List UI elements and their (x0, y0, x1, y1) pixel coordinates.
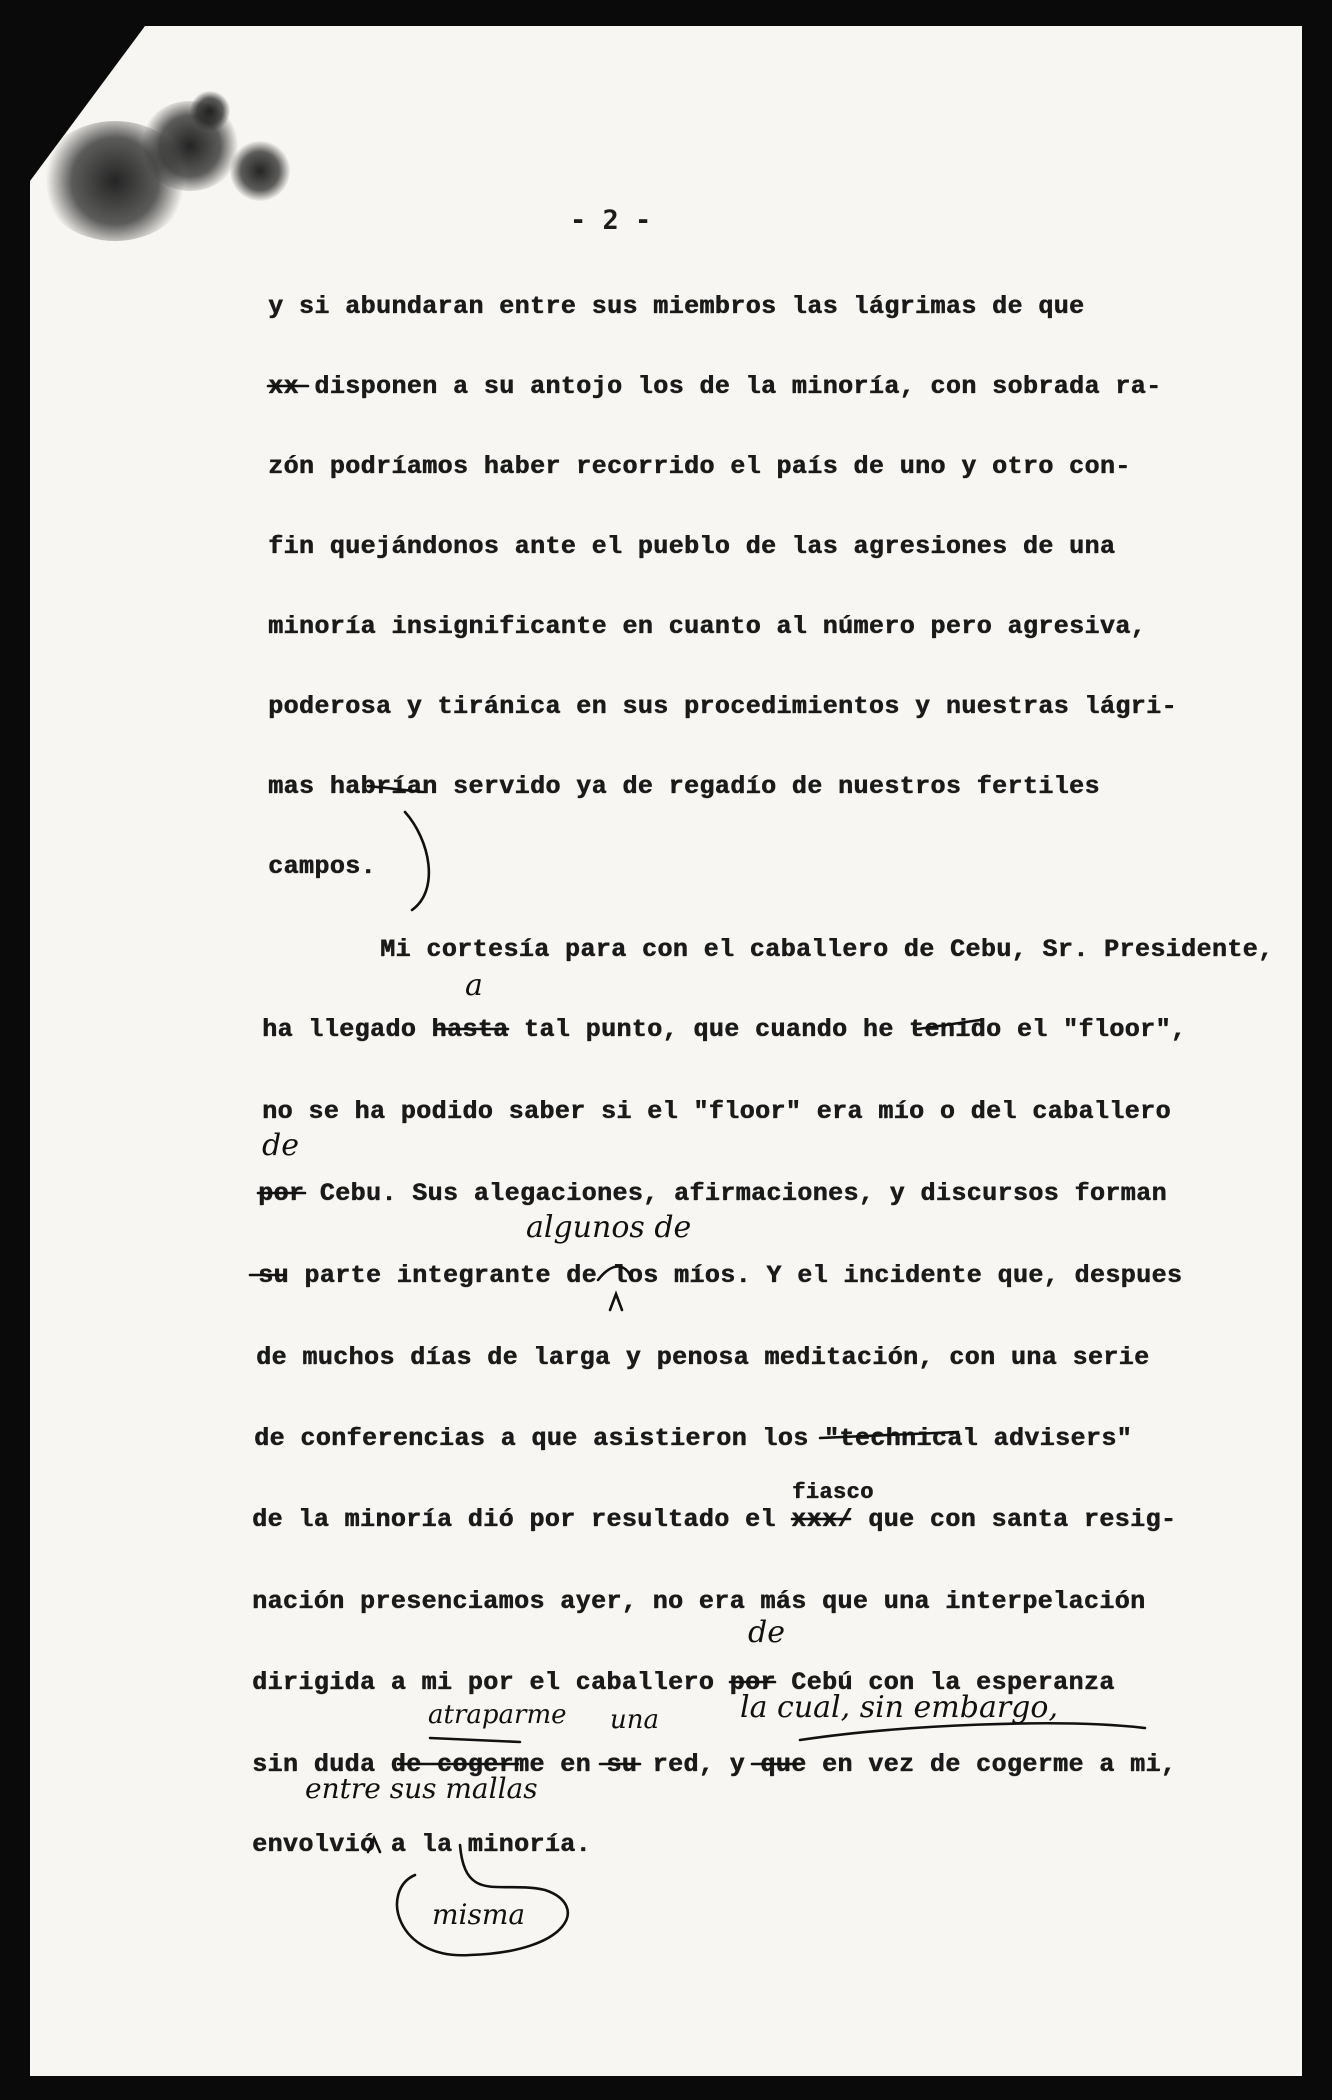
insertion-caret (610, 1294, 622, 1310)
strikethrough-technical (820, 1432, 958, 1438)
typed-insertion-fiasco: fiasco (792, 1480, 874, 1505)
typed-line-14: de muchos días de larga y penosa meditación, con una serie (256, 1343, 1150, 1372)
typed-line-15: de conferencias a que asistieron los "technical advisers" (254, 1424, 1132, 1453)
typed-line-17: nación presenciamos ayer, no era más que una interpelación (252, 1587, 1146, 1616)
typed-line-18: dirigida a mi por el caballero por Cebú con la esperanza (252, 1668, 1115, 1697)
typed-line-16: de la minoría dió por resultado el xxx/ que con santa resig- (252, 1505, 1177, 1534)
typed-line-1: y si abundaran entre sus miembros las lágrimas de que (268, 292, 1085, 321)
handwritten-de-2: de (748, 1615, 785, 1650)
typed-line-8: campos. (268, 852, 376, 881)
typed-line-5: minoría insignificante en cuanto al número pero agresiva, (268, 612, 1146, 641)
handwritten-una: una (610, 1705, 659, 1735)
typed-line-19: sin duda de cogerme en su red, y que en vez de cogerme a mi, (252, 1750, 1177, 1779)
typed-line-4: fin quejándonos ante el pueblo de las agresiones de una (268, 532, 1116, 561)
typed-line-11: no se ha podido saber si el "floor" era mío o del caballero (262, 1097, 1171, 1126)
typed-line-3: zón podríamos haber recorrido el país de uno y otro con- (268, 452, 1131, 481)
insertion-caret-2 (368, 1838, 380, 1852)
handwritten-la-cual: la cual, sin embargo, (740, 1690, 1058, 1725)
insertion-arc (598, 1267, 632, 1281)
handwritten-algunos-de: algunos de (526, 1210, 692, 1245)
strikethrough-tenido (918, 1020, 980, 1029)
typed-line-13: su parte integrante de los míos. Y el incidente que, despues (258, 1261, 1183, 1290)
underline-la-cual (800, 1723, 1145, 1740)
typed-line-6: poderosa y tiránica en sus procedimientos y nuestras lágri- (268, 692, 1177, 721)
handwritten-atraparme: atraparme (428, 1700, 567, 1730)
handwritten-misma: misma (432, 1898, 526, 1931)
page-number: - 2 - (570, 205, 652, 236)
typed-line-7: mas habrían servido ya de regadío de nuestros fertiles (268, 772, 1100, 801)
typed-line-12: por Cebu. Sus alegaciones, afirmaciones, y discursos forman (258, 1179, 1167, 1208)
handwritten-entre-sus-mallas: entre sus mallas (305, 1772, 538, 1805)
typed-line-10: ha llegado hasta tal punto, que cuando he tenido el "floor", (262, 1015, 1187, 1044)
typed-line-20: envolvió a la minoría. (252, 1830, 591, 1859)
typed-line-2: xx disponen a su antojo los de la minoría, con sobrada ra- (268, 372, 1162, 401)
misma-loop (397, 1845, 568, 1955)
strikethrough-habrian (368, 786, 423, 792)
handwritten-a: a (465, 968, 483, 1003)
margin-bracket (405, 812, 429, 910)
underline-atraparme (430, 1738, 520, 1742)
handwritten-de: de (262, 1128, 299, 1163)
typed-line-9: Mi cortesía para con el caballero de Cebu, Sr. Presidente, (380, 935, 1274, 964)
